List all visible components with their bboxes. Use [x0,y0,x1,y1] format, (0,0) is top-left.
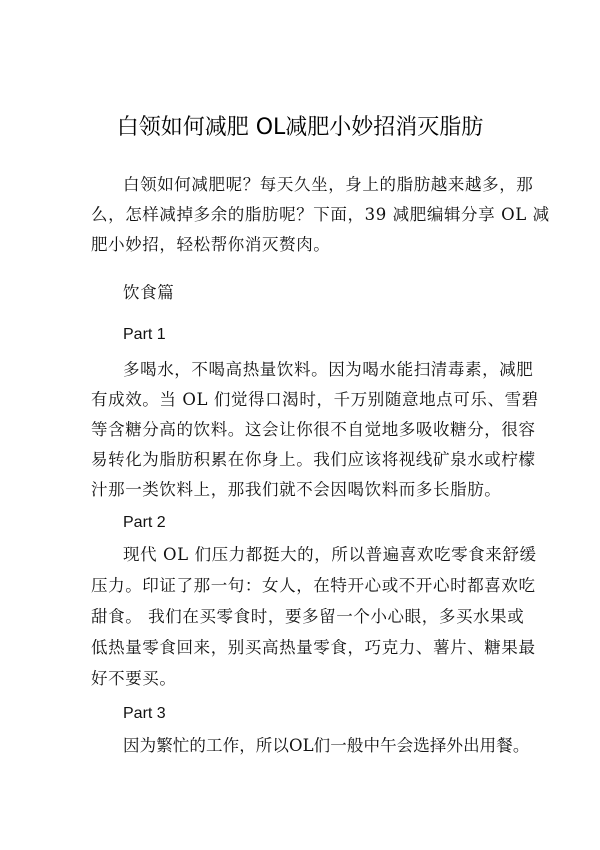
section-heading: 饮食篇 [123,283,175,302]
part-1-line: 等含糖分高的饮料。这会让你很不自觉地多吸收糖分，很容 [91,420,536,439]
part-2-line: 低热量零食回来，别买高热量零食，巧克力、薯片、糖果最 [91,638,536,657]
part-2-line: 压力。印证了那一句：女人，在特开心或不开心时都喜欢吃 [91,576,536,595]
document-title: 白领如何减肥 OL减肥小妙招消灭脂肪 [116,115,484,140]
part-1-line: 有成效。当 OL 们觉得口渴时，千万别随意地点可乐、雪碧 [91,390,539,409]
part-2-line: 好不要买。 [91,669,177,688]
part-3-line: 因为繁忙的工作，所以OL们一般中午会选择外出用餐。 [123,736,530,755]
part-2-label: Part 2 [123,514,166,531]
intro-line: 么，怎样减掉多余的脂肪呢？下面，39 减肥编辑分享 OL 减 [91,205,550,224]
part-1-line: 多喝水，不喝高热量饮料。因为喝水能扫清毒素，减肥 [123,360,534,379]
part-1-line: 汁那一类饮料上，那我们就不会因喝饮料而多长脂肪。 [91,480,502,499]
intro-line: 白领如何减肥呢？每天久坐，身上的脂肪越来越多，那 [123,175,534,194]
part-3-label: Part 3 [123,705,166,722]
part-1-label: Part 1 [123,326,166,343]
part-1-line: 易转化为脂肪积累在你身上。我们应该将视线矿泉水或柠檬 [91,450,536,469]
part-2-line: 甜食。 我们在买零食时，要多留一个小心眼，多买水果或 [91,607,525,626]
part-2-line: 现代 OL 们压力都挺大的，所以普遍喜欢吃零食来舒缓 [123,545,537,564]
intro-line: 肥小妙招，轻松帮你消灭赘肉。 [91,235,331,254]
